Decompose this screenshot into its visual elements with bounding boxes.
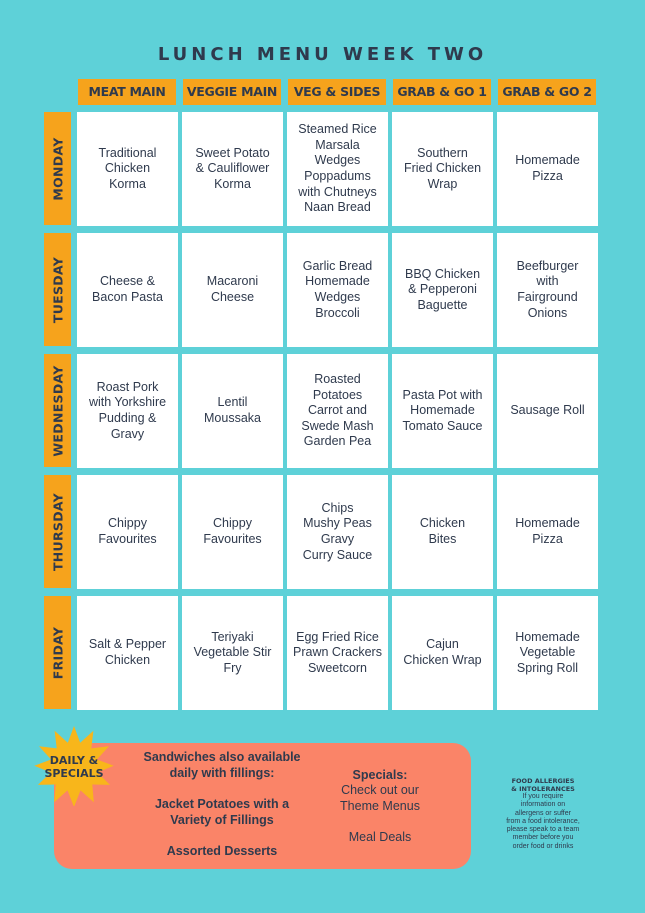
day-label: FRIDAY	[50, 626, 65, 679]
menu-item-text: Pasta Pot with Homemade Tomato Sauce	[402, 387, 483, 433]
menu-cell-tuesday-grab-go-2	[497, 233, 598, 347]
menu-item-text: Homemade Pizza	[515, 153, 580, 183]
menu-item-text: Cajun Chicken Wrap	[403, 637, 482, 667]
column-header-grab-go-1: GRAB & GO 1	[393, 79, 491, 105]
day-header-monday	[44, 112, 71, 225]
menu-item-text: Southern Fried Chicken Wrap	[403, 145, 482, 191]
menu-item-text: Chippy Favourites	[98, 516, 157, 546]
jacket-potatoes-text: Jacket Potatoes with a Variety of Fillings	[154, 797, 290, 827]
menu-cell-monday-meat-main	[77, 112, 178, 226]
specials-heading: Specials:	[352, 768, 408, 782]
day-header-thursday	[44, 475, 71, 588]
menu-cell-thursday-grab-go-1	[392, 475, 493, 589]
menu-cell-friday-veggie-main	[182, 596, 283, 710]
menu-cell-thursday-meat-main	[77, 475, 178, 589]
menu-cell-wednesday-veggie-main	[182, 354, 283, 468]
menu-item-text: Cheese & Bacon Pasta	[92, 274, 163, 304]
menu-item-text: Salt & Pepper Chicken	[88, 637, 167, 667]
menu-item-text: Garlic Bread Homemade Wedges Broccoli	[302, 258, 373, 320]
menu-cell-friday-grab-go-1	[392, 596, 493, 710]
day-header-wednesday	[44, 354, 71, 467]
desserts-text: Assorted Desserts	[166, 844, 278, 858]
column-header-meat-main: MEAT MAIN	[78, 79, 176, 105]
menu-item-text: BBQ Chicken & Pepperoni Baguette	[404, 266, 481, 312]
menu-cell-thursday-veg-sides	[287, 475, 388, 589]
sandwiches-text: Sandwiches also available daily with fillings:	[143, 750, 301, 780]
day-header-friday	[44, 596, 71, 709]
menu-item-text: Chips Mushy Peas Gravy Curry Sauce	[302, 500, 373, 562]
menu-item-text: Lentil Moussaka	[204, 395, 261, 425]
menu-cell-friday-meat-main	[77, 596, 178, 710]
day-label: WEDNESDAY	[50, 364, 65, 457]
menu-item-text: Homemade Pizza	[515, 516, 580, 546]
day-label: THURSDAY	[50, 492, 65, 571]
specials-theme-menus-text: Check out our Theme Menus	[340, 783, 420, 813]
menu-cell-monday-veggie-main	[182, 112, 283, 226]
meal-deals-text: Meal Deals	[348, 830, 412, 844]
menu-cell-monday-grab-go-2	[497, 112, 598, 226]
allergy-notice-title: FOOD ALLERGIES & INTOLERANCES	[511, 777, 575, 793]
column-header-veggie-main: VEGGIE MAIN	[183, 79, 281, 105]
menu-item-text: Egg Fried Rice Prawn Crackers Sweetcorn	[293, 629, 382, 675]
menu-cell-friday-grab-go-2	[497, 596, 598, 710]
menu-cell-tuesday-veggie-main	[182, 233, 283, 347]
menu-item-text: Beefburger with Fairground Onions	[516, 258, 579, 320]
menu-item-text: Chicken Bites	[419, 516, 466, 546]
day-label: MONDAY	[50, 136, 65, 201]
menu-cell-wednesday-meat-main	[77, 354, 178, 468]
menu-item-text: Sausage Roll	[510, 403, 585, 418]
menu-item-text: Macaroni Cheese	[206, 274, 259, 304]
allergy-notice-body: If you require information on allergens or suffer from a food intolerance, please speak to a team member before you order food or drinks	[506, 793, 580, 850]
day-header-tuesday	[44, 233, 71, 346]
menu-cell-monday-veg-sides	[287, 112, 388, 226]
menu-item-text: Traditional Chicken Korma	[98, 145, 157, 191]
menu-item-text: Steamed Rice Marsala Wedges Poppadums with Chutneys Naan Bread	[298, 122, 377, 215]
day-label: TUESDAY	[50, 256, 65, 323]
column-header-grab-go-2: GRAB & GO 2	[498, 79, 596, 105]
menu-cell-thursday-veggie-main	[182, 475, 283, 589]
menu-item-text: Sweet Potato & Cauliflower Korma	[195, 145, 270, 191]
menu-cell-wednesday-grab-go-2	[497, 354, 598, 468]
menu-title: LUNCH MENU WEEK TWO	[157, 44, 488, 65]
menu-cell-wednesday-grab-go-1	[392, 354, 493, 468]
menu-item-text: Homemade Vegetable Spring Roll	[515, 629, 580, 675]
menu-cell-tuesday-grab-go-1	[392, 233, 493, 347]
menu-item-text: Roast Pork with Yorkshire Pudding & Gravy	[88, 379, 167, 441]
menu-item-text: Chippy Favourites	[203, 516, 262, 546]
menu-cell-tuesday-meat-main	[77, 233, 178, 347]
menu-cell-monday-grab-go-1	[392, 112, 493, 226]
menu-item-text: Teriyaki Vegetable Stir Fry	[193, 629, 272, 675]
menu-cell-thursday-grab-go-2	[497, 475, 598, 589]
menu-item-text: Roasted Potatoes Carrot and Swede Mash Garden Pea	[301, 372, 374, 449]
menu-cell-wednesday-veg-sides	[287, 354, 388, 468]
menu-cell-tuesday-veg-sides	[287, 233, 388, 347]
column-header-veg-sides: VEG & SIDES	[288, 79, 386, 105]
menu-cell-friday-veg-sides	[287, 596, 388, 710]
daily-specials-badge-label: DAILY & SPECIALS	[44, 754, 104, 780]
